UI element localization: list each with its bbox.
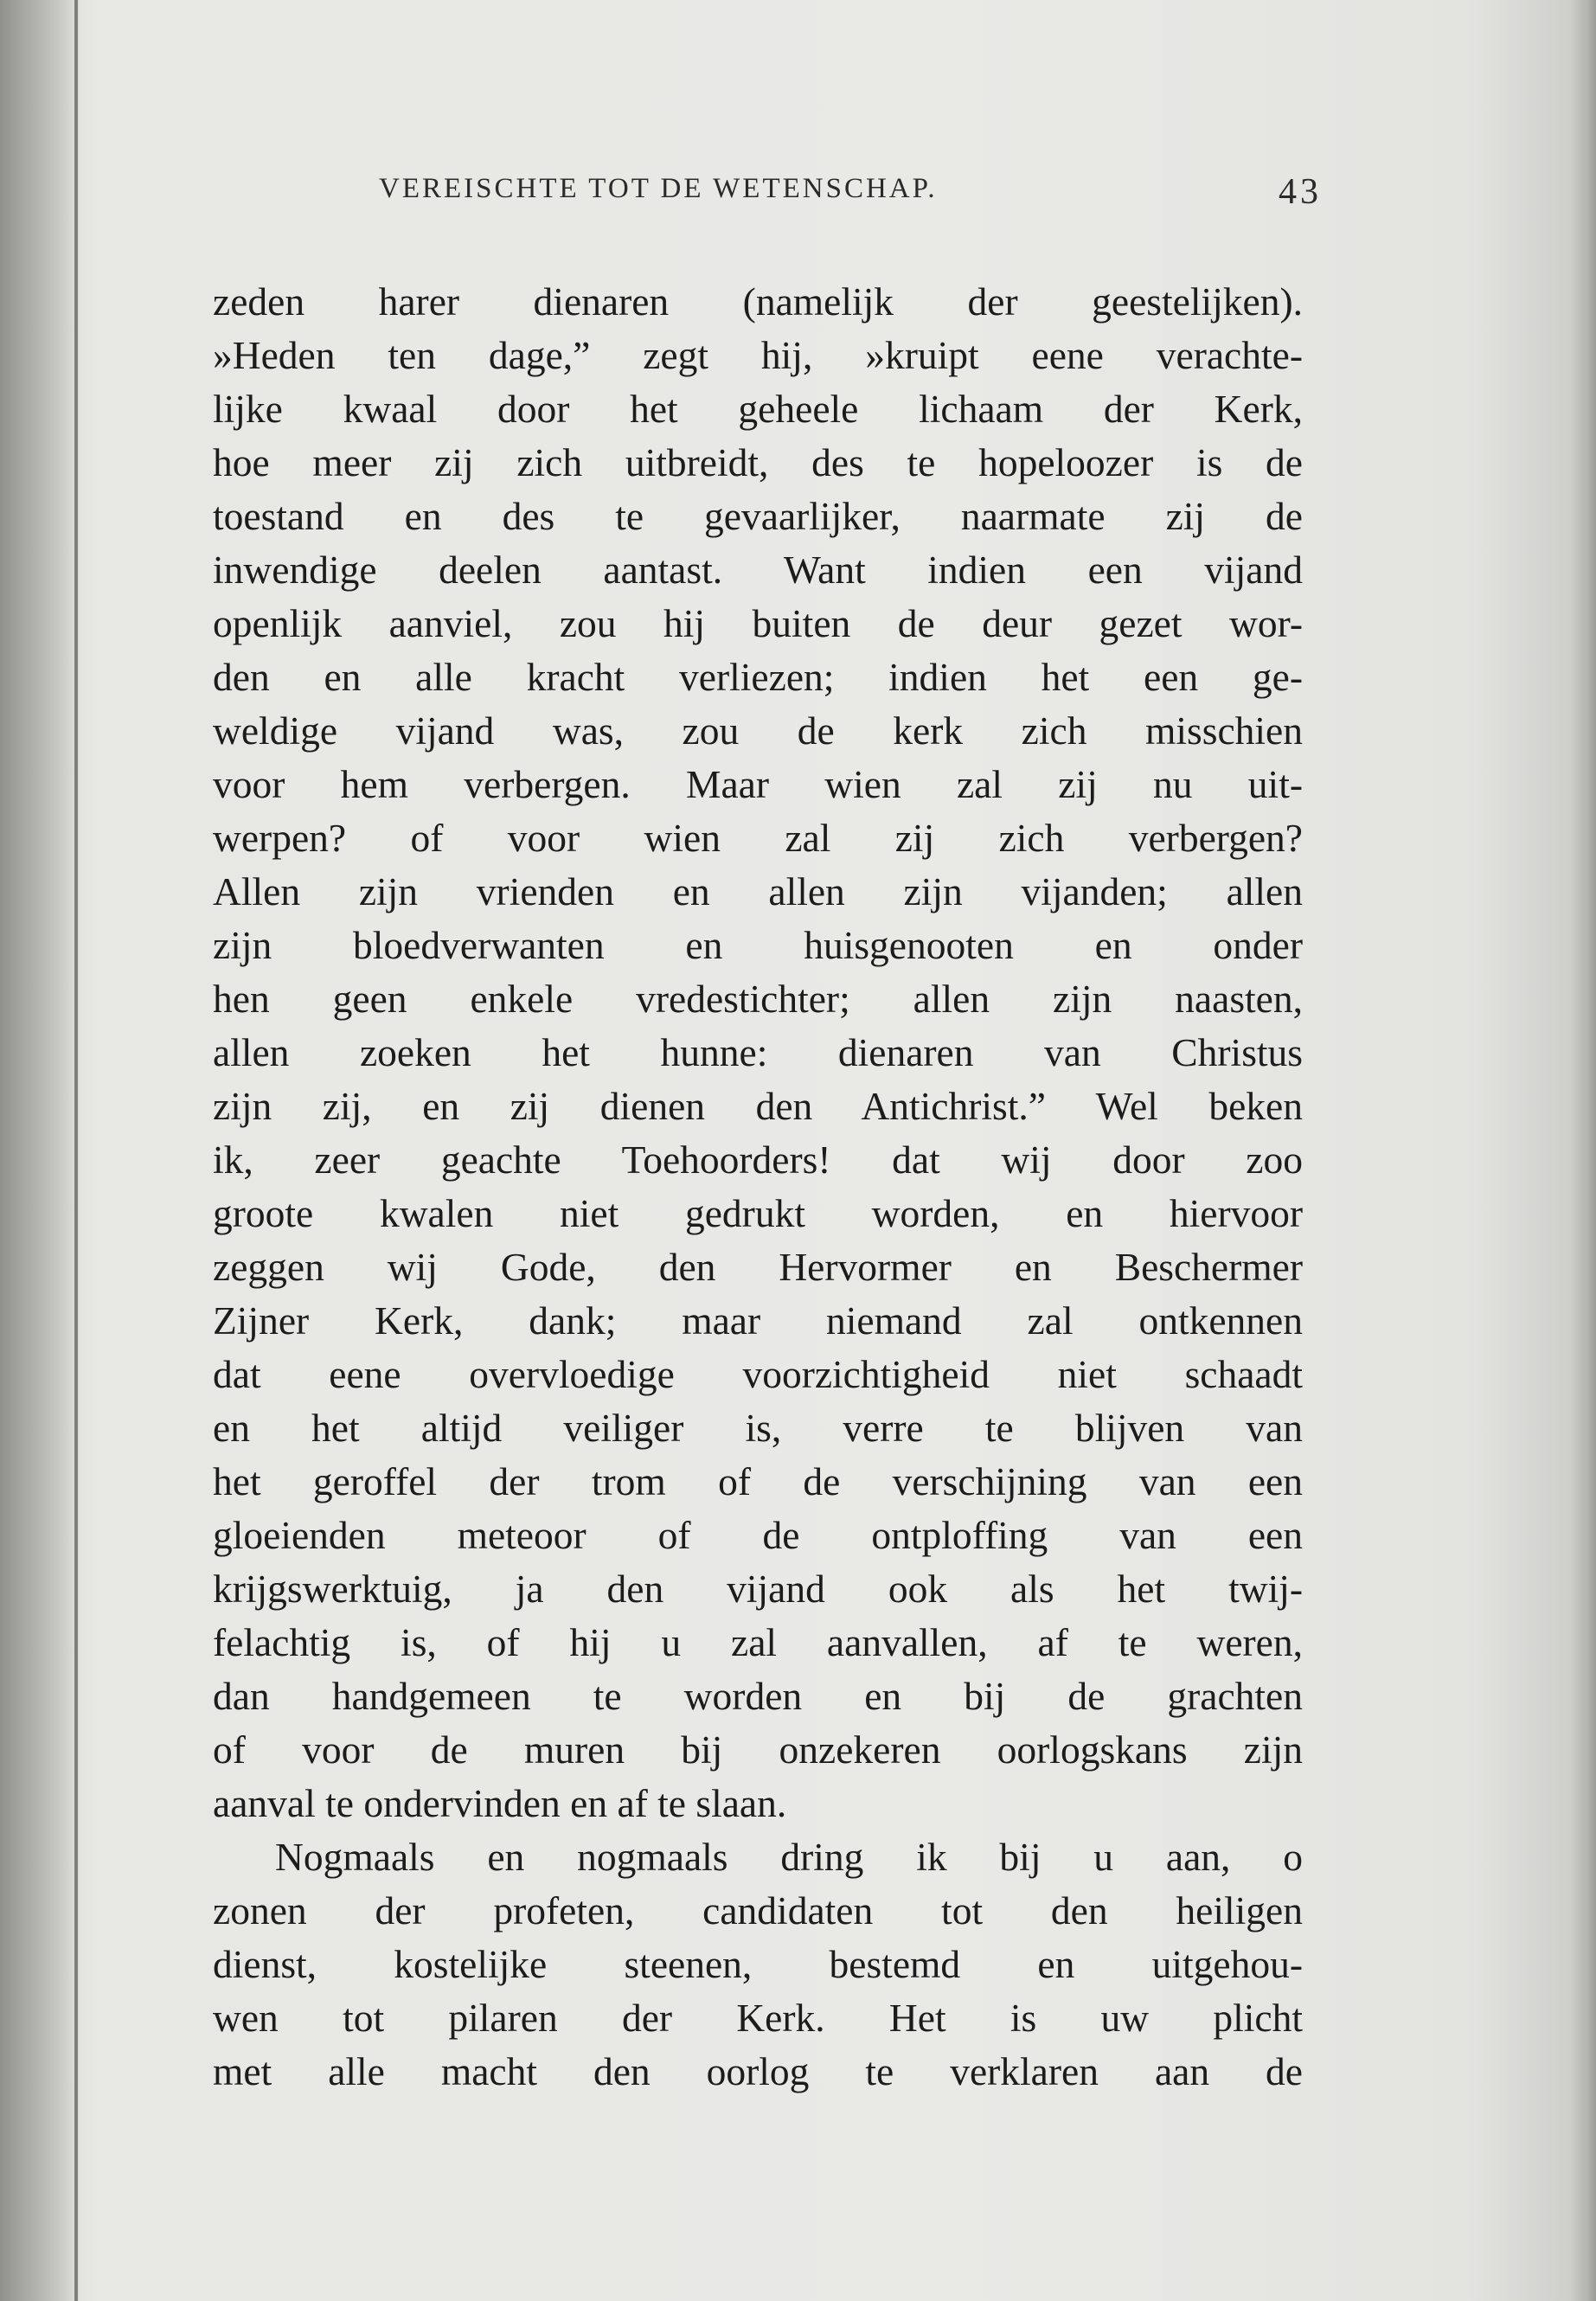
text-line: »Heden ten dage,” zegt hij, »kruipt eene verachte- <box>213 333 1303 377</box>
text-line: den en alle kracht verliezen; indien het een ge- <box>213 655 1303 699</box>
text-line: krijgswerktuig, ja den vijand ook als het twij- <box>213 1567 1303 1611</box>
text-line: Allen zijn vrienden en allen zijn vijanden; allen <box>213 869 1303 913</box>
book-gutter-edge <box>74 0 78 2301</box>
text-line-paragraph-start: Nogmaals en nogmaals dring ik bij u aan, o <box>275 1835 1303 1879</box>
text-line: met alle macht den oorlog te verklaren aan de <box>213 2049 1303 2093</box>
text-line: felachtig is, of hij u zal aanvallen, af te weren, <box>213 1620 1303 1664</box>
text-line: wen tot pilaren der Kerk. Het is uw plicht <box>213 1996 1303 2040</box>
text-line: groote kwalen niet gedrukt worden, en hiervoor <box>213 1191 1303 1235</box>
text-line-paragraph-end: aanval te ondervinden en af te slaan. <box>213 1781 787 1825</box>
text-line: toestand en des te gevaarlijker, naarmate zij de <box>213 494 1303 538</box>
text-line: zeden harer dienaren (namelijk der geestelijken). <box>213 279 1303 324</box>
text-line: en het altijd veiliger is, verre te blijven van <box>213 1406 1303 1450</box>
text-line: het geroffel der trom of de verschijning van een <box>213 1459 1303 1503</box>
text-line: werpen? of voor wien zal zij zich verbergen? <box>213 816 1303 860</box>
body-text <box>213 275 1303 2099</box>
text-line: gloeienden meteoor of de ontploffing van een <box>213 1513 1303 1557</box>
text-line: ik, zeer geachte Toehoorders! dat wij door zoo <box>213 1138 1303 1182</box>
book-gutter-shadow <box>0 0 82 2301</box>
text-line: zeggen wij Gode, den Hervormer en Beschermer <box>213 1245 1303 1289</box>
text-line: Zijner Kerk, dank; maar niemand zal ontkennen <box>213 1298 1303 1343</box>
text-line: dienst, kostelijke steenen, bestemd en uitgehou- <box>213 1942 1303 1986</box>
text-line: openlijk aanviel, zou hij buiten de deur gezet wor- <box>213 601 1303 645</box>
text-line: voor hem verbergen. Maar wien zal zij nu uit- <box>213 762 1303 806</box>
text-line: zonen der profeten, candidaten tot den heiligen <box>213 1888 1303 1932</box>
text-line: of voor de muren bij onzekeren oorlogskans zijn <box>213 1727 1303 1772</box>
text-line: hoe meer zij zich uitbreidt, des te hopeloozer is de <box>213 440 1303 484</box>
text-line: inwendige deelen aantast. Want indien een vijand <box>213 548 1303 592</box>
running-title: VEREISCHTE TOT DE WETENSCHAP. <box>379 173 938 204</box>
running-header <box>215 173 1322 225</box>
text-line: zijn zij, en zij dienen den Antichrist.” Wel beken <box>213 1084 1303 1128</box>
page-right-edge <box>1570 0 1596 2301</box>
text-line: weldige vijand was, zou de kerk zich misschien <box>213 708 1303 753</box>
page-number: 43 <box>1279 172 1322 212</box>
text-line: lijke kwaal door het geheele lichaam der Kerk, <box>213 387 1303 431</box>
text-line: dat eene overvloedige voorzichtigheid niet schaadt <box>213 1352 1303 1396</box>
text-line: allen zoeken het hunne: dienaren van Christus <box>213 1030 1303 1074</box>
text-line: dan handgemeen te worden en bij de grachten <box>213 1674 1303 1718</box>
text-line: hen geen enkele vredestichter; allen zijn naasten, <box>213 977 1303 1021</box>
text-line: zijn bloedverwanten en huisgenooten en onder <box>213 923 1303 967</box>
